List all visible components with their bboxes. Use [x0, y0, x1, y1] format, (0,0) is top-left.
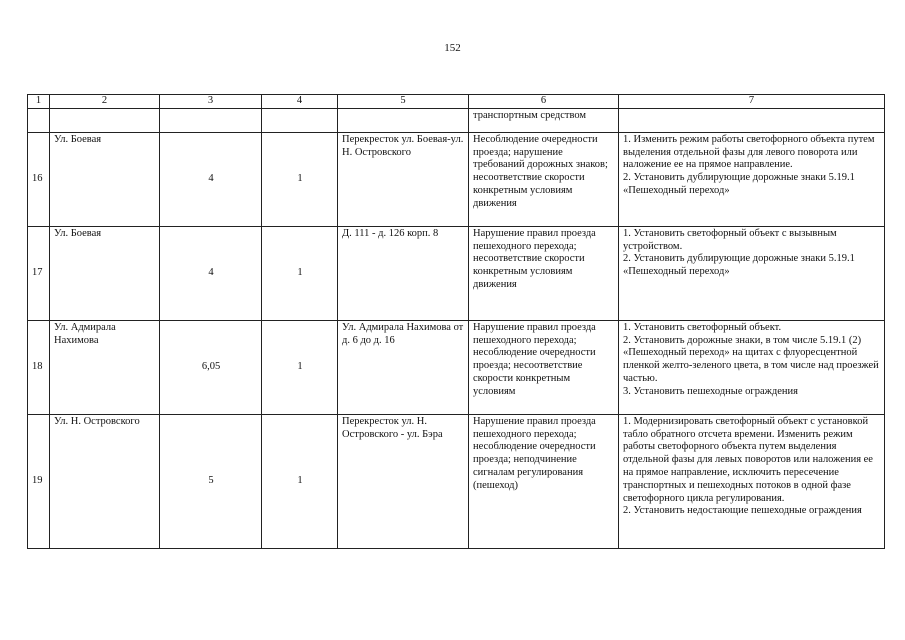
street-cell: Ул. Боевая [50, 132, 160, 226]
header-cell: 1 [28, 95, 50, 109]
location-cell: Д. 111 - д. 126 корп. 8 [338, 226, 469, 320]
row-number: 19 [28, 414, 50, 548]
table-row [28, 414, 885, 548]
header-cell: 2 [50, 95, 160, 109]
page-number: 152 [444, 42, 461, 54]
header-row [28, 95, 885, 109]
table-row [28, 320, 885, 414]
header-cell: 4 [262, 95, 338, 109]
location-cell: Перекресток ул. Боевая-ул. Н. Островского [338, 132, 469, 226]
table-cell [160, 108, 262, 132]
street-cell: Ул. Адмирала Нахимова [50, 320, 160, 414]
table-row [28, 132, 885, 226]
col3-cell: 4 [160, 226, 262, 320]
col3-cell: 5 [160, 414, 262, 548]
col3-cell: 6,05 [160, 320, 262, 414]
table-cell [619, 108, 885, 132]
col4-cell: 1 [262, 320, 338, 414]
table-cell [28, 108, 50, 132]
measures-cell: 1. Установить светофорный объект. 2. Установить дорожные знаки, в том числе 5.19.1 (2) «Пешеходный переход» на щитах с флуоресцентной пленкой желто-зеленого цвета, в том числе над проезжей частью. 3. Установить пешеходные ограждения [619, 320, 885, 414]
header-cell: 6 [469, 95, 619, 109]
row-number: 17 [28, 226, 50, 320]
violations-cell: Несоблюдение очередности проезда; нарушение требований дорожных знаков; несоответствие скорости конкретным условиям движения [469, 132, 619, 226]
table-row [28, 226, 885, 320]
header-cell: 7 [619, 95, 885, 109]
col3-cell: 4 [160, 132, 262, 226]
street-cell: Ул. Н. Островского [50, 414, 160, 548]
col4-cell: 1 [262, 226, 338, 320]
header-cell: 3 [160, 95, 262, 109]
measures-table [27, 94, 885, 549]
street-cell: Ул. Боевая [50, 226, 160, 320]
continuation-violations-cell: транспортным средством [469, 108, 619, 132]
col4-cell: 1 [262, 132, 338, 226]
row-number: 16 [28, 132, 50, 226]
table-cell [262, 108, 338, 132]
row-number: 18 [28, 320, 50, 414]
violations-cell: Нарушение правил проезда пешеходного перехода; несоблюдение очередности проезда; неподчинение сигналам регулирования (пешеход) [469, 414, 619, 548]
violations-cell: Нарушение правил проезда пешеходного перехода; несоответствие скорости конкретным условиям движения [469, 226, 619, 320]
table-cell [338, 108, 469, 132]
location-cell: Перекресток ул. Н. Островского - ул. Бэра [338, 414, 469, 548]
measures-cell: 1. Модернизировать светофорный объект с установкой табло обратного отсчета времени. Изменить режим работы светофорного объекта путем выделения отдельной фазы для левых поворотов или наложения ее на прямое направление, исключить пересечение транспортных и пешеходных потоков в одной фазе светофорного цикла регулирования. 2. Установить недостающие пешеходные ограждения [619, 414, 885, 548]
measures-cell: 1. Установить светофорный объект с вызывным устройством. 2. Установить дублирующие дорожные знаки 5.19.1 «Пешеходный переход» [619, 226, 885, 320]
measures-cell: 1. Изменить режим работы светофорного объекта путем выделения отдельной фазы для левого поворота или наложение ее на прямое направление. 2. Установить дублирующие дорожные знаки 5.19.1 «Пешеходный переход» [619, 132, 885, 226]
header-cell: 5 [338, 95, 469, 109]
table-cell [50, 108, 160, 132]
continuation-row [28, 108, 885, 132]
violations-cell: Нарушение правил проезда пешеходного перехода; несоблюдение очередности проезда; несоответствие скорости конкретным условиям [469, 320, 619, 414]
location-cell: Ул. Адмирала Нахимова от д. 6 до д. 16 [338, 320, 469, 414]
col4-cell: 1 [262, 414, 338, 548]
